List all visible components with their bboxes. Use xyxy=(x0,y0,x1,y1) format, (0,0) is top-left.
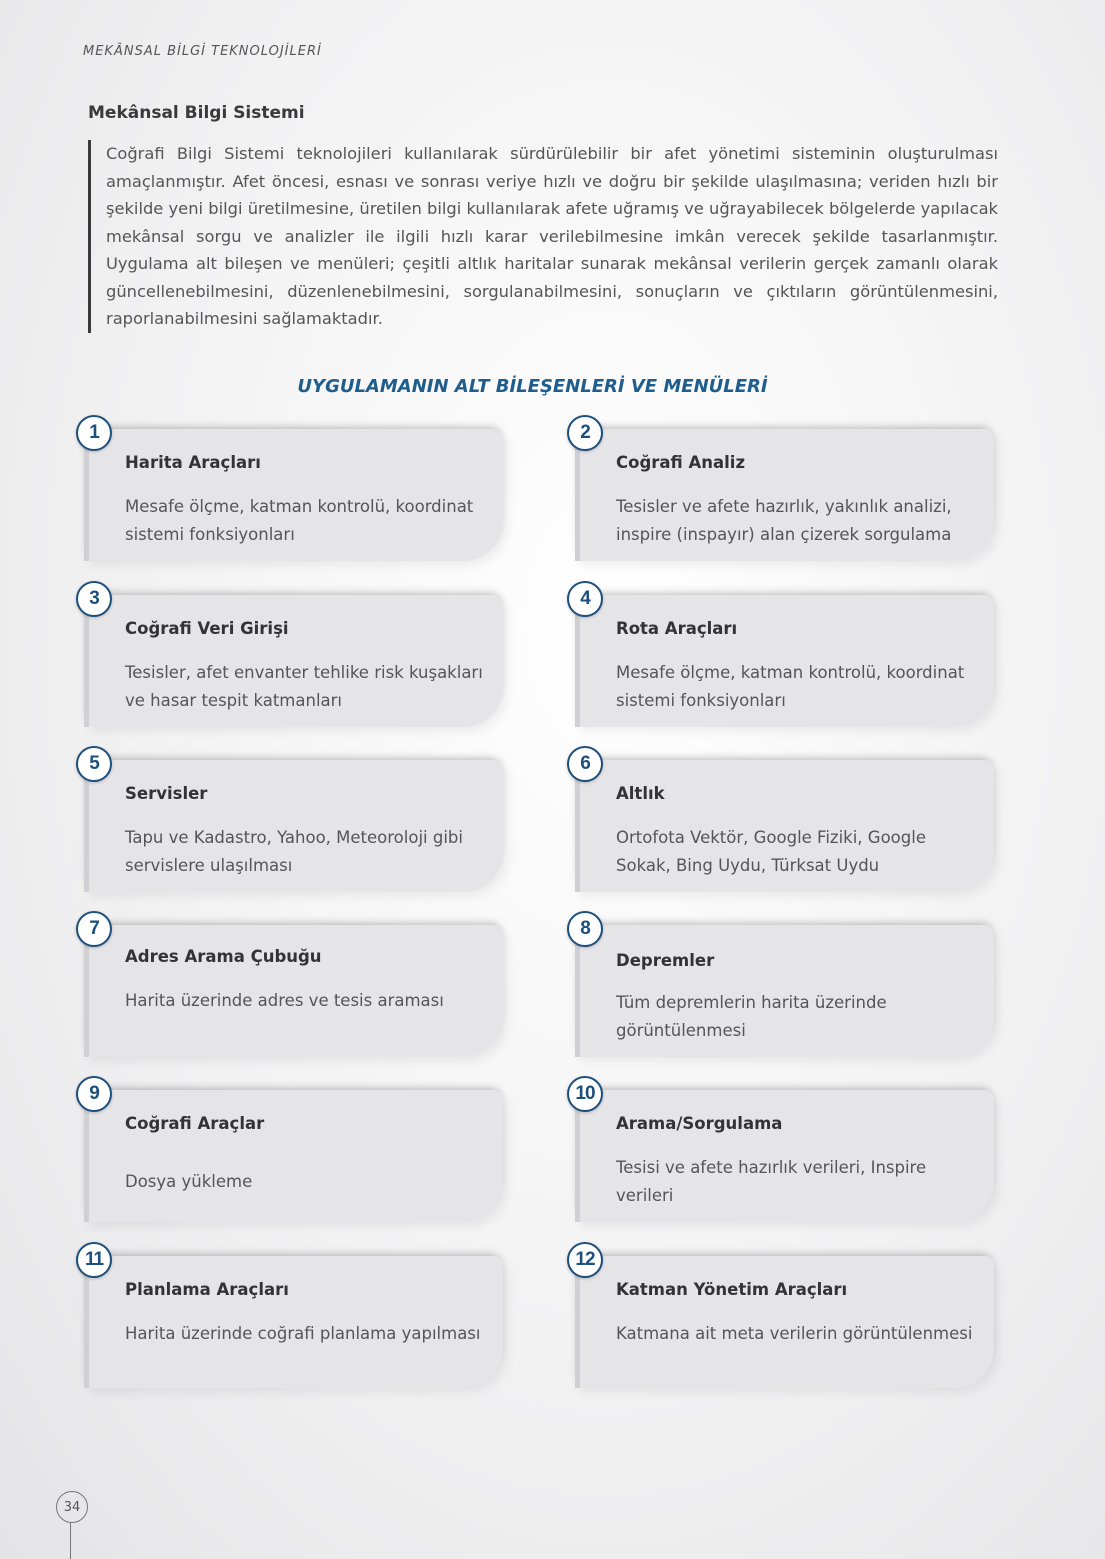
card-number-badge: 2 xyxy=(567,415,603,451)
intro-paragraph: Coğrafi Bilgi Sistemi teknolojileri kullanılarak sürdürülebilir bir afet yönetimi sisteminin oluşturulması amaçlanmıştır. Afet öncesi, esnası ve sonrası veriye hızlı ve doğru bir şekilde ulaşılmasına; veriden hızlı bir şekilde yeni bilgi üretilmesine, üretilen bilgi kullanılarak afete uğramış ve uğrayabilecek bölgelerde yapılacak mekânsal sorgu ve analizler ile ilgili hızlı karar verilebilmesine imkân verecek şekilde tasarlanmıştır. Uygulama alt bileşen ve menüleri; çeşitli altlık haritalar sunarak mekânsal verilerin gerçek zamanlı olarak güncellenebilmesini, düzenlenebilmesini, sorgulanabilmesini, sonuçların ve çıktıların görüntülenmesini, raporlanabilmesini sağlamaktadır. xyxy=(106,144,998,328)
card-description: Mesafe ölçme, katman kontrolü, koordinat sistemi fonksiyonları xyxy=(125,497,474,544)
section-title: Mekânsal Bilgi Sistemi xyxy=(88,103,305,123)
card-title: Coğrafi Araçlar xyxy=(125,1114,265,1133)
card-number-badge: 6 xyxy=(567,746,603,782)
component-card-cografi-analiz xyxy=(575,422,994,561)
component-card-servisler xyxy=(84,753,503,892)
component-card-adres-arama-cubugu xyxy=(84,918,503,1057)
component-card-rota-araclari xyxy=(575,588,994,727)
page-number-rule xyxy=(70,1522,71,1559)
component-card-harita-araclari xyxy=(84,422,503,561)
card-description: Dosya yükleme xyxy=(125,1172,253,1191)
card-title: Harita Araçları xyxy=(125,453,261,472)
component-card-katman-yonetim-araclari xyxy=(575,1249,994,1388)
card-title: Altlık xyxy=(616,784,665,803)
card-title: Katman Yönetim Araçları xyxy=(616,1280,848,1299)
card-description: Mesafe ölçme, katman kontrolü, koordinat sistemi fonksiyonları xyxy=(616,663,965,710)
card-description: Tesisler, afet envanter tehlike risk kuşakları ve hasar tespit katmanları xyxy=(125,663,483,710)
components-heading: UYGULAMANIN ALT BİLEŞENLERİ VE MENÜLERİ xyxy=(297,376,768,397)
card-number-badge: 4 xyxy=(567,581,603,617)
component-card-planlama-araclari xyxy=(84,1249,503,1388)
card-number-badge: 12 xyxy=(567,1242,603,1278)
card-title: Rota Araçları xyxy=(616,619,738,638)
card-title: Planlama Araçları xyxy=(125,1280,289,1299)
component-card-cografi-veri-girisi xyxy=(84,588,503,727)
card-title: Servisler xyxy=(125,784,208,803)
card-description: Ortofota Vektör, Google Fiziki, Google Sokak, Bing Uydu, Türksat Uydu xyxy=(616,828,926,875)
card-title: Arama/Sorgulama xyxy=(616,1114,783,1133)
card-title: Adres Arama Çubuğu xyxy=(125,947,322,966)
card-title: Coğrafi Analiz xyxy=(616,453,746,472)
card-number-badge: 3 xyxy=(76,581,112,617)
card-number-badge: 7 xyxy=(76,911,112,947)
card-title: Coğrafi Veri Girişi xyxy=(125,619,289,638)
card-number-badge: 5 xyxy=(76,746,112,782)
card-description: Katmana ait meta verilerin görüntülenmesi xyxy=(616,1324,973,1343)
component-card-arama-sorgulama xyxy=(575,1083,994,1222)
card-description: Tesisler ve afete hazırlık, yakınlık analizi, inspire (inspayır) alan çizerek sorgulama xyxy=(616,497,952,544)
card-description: Harita üzerinde coğrafi planlama yapılması xyxy=(125,1324,481,1343)
running-header: MEKÂNSAL BİLGİ TEKNOLOJİLERİ xyxy=(83,44,322,59)
page-number: 34 xyxy=(56,1491,88,1523)
component-card-cografi-araclar xyxy=(84,1083,503,1222)
card-number-badge: 10 xyxy=(567,1076,603,1112)
card-description: Tesisi ve afete hazırlık verileri, Inspire verileri xyxy=(616,1158,927,1205)
component-card-depremler xyxy=(575,918,994,1057)
card-number-badge: 11 xyxy=(76,1242,112,1278)
component-card-altlik xyxy=(575,753,994,892)
card-description: Harita üzerinde adres ve tesis araması xyxy=(125,991,444,1010)
intro-accent-bar xyxy=(88,140,91,333)
card-number-badge: 1 xyxy=(76,415,112,451)
card-title: Depremler xyxy=(616,951,715,970)
card-description: Tapu ve Kadastro, Yahoo, Meteoroloji gibi servislere ulaşılması xyxy=(125,828,463,875)
card-number-badge: 8 xyxy=(567,911,603,947)
card-number-badge: 9 xyxy=(76,1076,112,1112)
card-description: Tüm depremlerin harita üzerinde görüntülenmesi xyxy=(616,993,887,1040)
